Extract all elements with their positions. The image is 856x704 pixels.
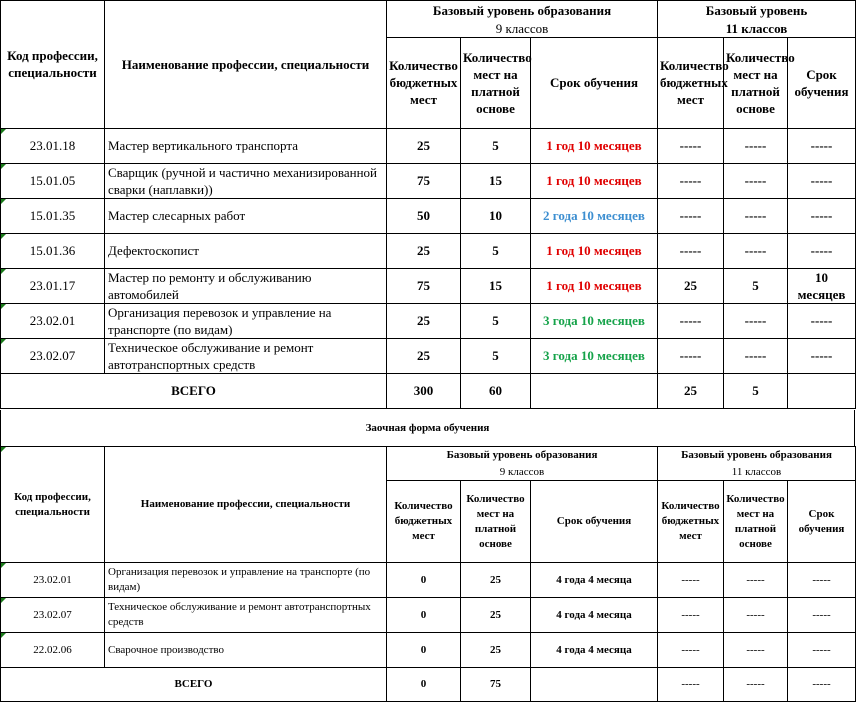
profession-code: 23.01.17 [1, 268, 105, 303]
budget-places-11: ----- [658, 338, 724, 373]
profession-code: 22.02.06 [1, 633, 105, 668]
paid-places-9: 15 [461, 163, 531, 198]
study-term-11: ----- [788, 598, 856, 633]
header-budget-9: Количество бюджетных мест [387, 481, 461, 563]
paid-places-11: ----- [724, 233, 788, 268]
table-row [1, 198, 856, 233]
profession-code: 23.02.01 [1, 563, 105, 598]
budget-places-9: 75 [387, 163, 461, 198]
header-term-11: Срок обучения [788, 37, 856, 128]
budget-places-11: ----- [658, 128, 724, 163]
total-paid-11: ----- [724, 668, 788, 702]
study-term-9: 1 год 10 месяцев [531, 268, 658, 303]
budget-places-11: 25 [658, 268, 724, 303]
study-term-11: ----- [788, 233, 856, 268]
table-row [1, 128, 856, 163]
header-base9: Базовый уровень образования [387, 1, 658, 20]
extramural-caption: Заочная форма обучения [0, 410, 855, 446]
study-term-9: 1 год 10 месяцев [531, 163, 658, 198]
header-base11-grade: 11 классов [658, 465, 856, 481]
profession-code: 23.02.01 [1, 303, 105, 338]
paid-places-9: 25 [461, 598, 531, 633]
total-row [1, 373, 856, 408]
budget-places-9: 50 [387, 198, 461, 233]
profession-name: Техническое обслуживание и ремонт автотранспортных средств [105, 598, 387, 633]
profession-name: Техническое обслуживание и ремонт автотранспортных средств [105, 338, 387, 373]
table-row [1, 303, 856, 338]
table-row [1, 163, 856, 198]
total-budget-11: 25 [658, 373, 724, 408]
paid-places-9: 10 [461, 198, 531, 233]
total-paid-9: 75 [461, 668, 531, 702]
header-term-9: Срок обучения [531, 481, 658, 563]
total-term-9 [531, 668, 658, 702]
header-code: Код профессии, специальности [1, 1, 105, 129]
profession-code: 15.01.36 [1, 233, 105, 268]
header-name: Наименование профессии, специальности [105, 1, 387, 129]
paid-places-9: 5 [461, 128, 531, 163]
budget-places-11: ----- [658, 633, 724, 668]
total-budget-11: ----- [658, 668, 724, 702]
profession-code: 15.01.35 [1, 198, 105, 233]
profession-code: 23.01.18 [1, 128, 105, 163]
paid-places-11: 5 [724, 268, 788, 303]
profession-code: 23.02.07 [1, 598, 105, 633]
study-term-11: 10 месяцев [788, 268, 856, 303]
paid-places-11: ----- [724, 198, 788, 233]
study-term-11: ----- [788, 163, 856, 198]
profession-name: Дефектоскопист [105, 233, 387, 268]
profession-name: Организация перевозок и управление на транспорте (по видам) [105, 563, 387, 598]
budget-places-9: 25 [387, 303, 461, 338]
study-term-11: ----- [788, 303, 856, 338]
header-paid-11: Количество мест на платной основе [724, 481, 788, 563]
study-term-9: 1 год 10 месяцев [531, 233, 658, 268]
total-term-11 [788, 373, 856, 408]
study-term-11: ----- [788, 338, 856, 373]
paid-places-11: ----- [724, 633, 788, 668]
paid-places-9: 15 [461, 268, 531, 303]
total-paid-11: 5 [724, 373, 788, 408]
study-term-9: 3 года 10 месяцев [531, 303, 658, 338]
paid-places-11: ----- [724, 163, 788, 198]
header-term-9: Срок обучения [531, 37, 658, 128]
budget-places-9: 0 [387, 598, 461, 633]
budget-places-11: ----- [658, 303, 724, 338]
header-base11-grade: 11 классов [658, 20, 856, 38]
budget-places-11: ----- [658, 163, 724, 198]
total-term-11: ----- [788, 668, 856, 702]
header-name: Наименование профессии, специальности [105, 447, 387, 563]
paid-places-11: ----- [724, 598, 788, 633]
paid-places-11: ----- [724, 338, 788, 373]
paid-places-9: 25 [461, 633, 531, 668]
budget-places-9: 25 [387, 338, 461, 373]
budget-places-11: ----- [658, 598, 724, 633]
total-budget-9: 0 [387, 668, 461, 702]
study-term-11: ----- [788, 198, 856, 233]
paid-places-11: ----- [724, 128, 788, 163]
study-term-9: 4 года 4 месяца [531, 633, 658, 668]
budget-places-9: 75 [387, 268, 461, 303]
header-base9: Базовый уровень образования [387, 447, 658, 465]
table-row [1, 598, 856, 633]
profession-name: Мастер слесарных работ [105, 198, 387, 233]
paid-places-9: 5 [461, 233, 531, 268]
study-term-11: ----- [788, 633, 856, 668]
total-paid-9: 60 [461, 373, 531, 408]
table-row [1, 633, 856, 668]
header-paid-11: Количество мест на платной основе [724, 37, 788, 128]
total-row [1, 668, 856, 702]
study-term-9: 4 года 4 месяца [531, 598, 658, 633]
table-row [1, 268, 856, 303]
profession-name: Организация перевозок и управление на транспорте (по видам) [105, 303, 387, 338]
header-budget-11: Количество бюджетных мест [658, 37, 724, 128]
total-budget-9: 300 [387, 373, 461, 408]
paid-places-9: 25 [461, 563, 531, 598]
study-term-9: 4 года 4 месяца [531, 563, 658, 598]
paid-places-9: 5 [461, 303, 531, 338]
table-row [1, 233, 856, 268]
header-paid-9: Количество мест на платной основе [461, 37, 531, 128]
study-term-9: 3 года 10 месяцев [531, 338, 658, 373]
study-term-9: 2 года 10 месяцев [531, 198, 658, 233]
profession-name: Сварщик (ручной и частично механизированной сварки (наплавки)) [105, 163, 387, 198]
study-term-9: 1 год 10 месяцев [531, 128, 658, 163]
profession-name: Мастер по ремонту и обслуживанию автомобилей [105, 268, 387, 303]
header-base9-grade: 9 классов [387, 20, 658, 38]
budget-places-11: ----- [658, 233, 724, 268]
budget-places-9: 0 [387, 633, 461, 668]
paid-places-11: ----- [724, 563, 788, 598]
extramural-table [0, 446, 856, 702]
header-term-11: Срок обучения [788, 481, 856, 563]
budget-places-9: 25 [387, 233, 461, 268]
study-term-11: ----- [788, 563, 856, 598]
table-row [1, 563, 856, 598]
profession-code: 15.01.05 [1, 163, 105, 198]
profession-name: Мастер вертикального транспорта [105, 128, 387, 163]
budget-places-11: ----- [658, 198, 724, 233]
header-paid-9: Количество мест на платной основе [461, 481, 531, 563]
budget-places-11: ----- [658, 563, 724, 598]
budget-places-9: 25 [387, 128, 461, 163]
paid-places-9: 5 [461, 338, 531, 373]
profession-name: Сварочное производство [105, 633, 387, 668]
total-label: ВСЕГО [1, 668, 387, 702]
header-base9-grade: 9 классов [387, 465, 658, 481]
study-term-11: ----- [788, 128, 856, 163]
total-label: ВСЕГО [1, 373, 387, 408]
header-budget-9: Количество бюджетных мест [387, 37, 461, 128]
header-budget-11: Количество бюджетных мест [658, 481, 724, 563]
header-base11: Базовый уровень [658, 1, 856, 20]
budget-places-9: 0 [387, 563, 461, 598]
header-code: Код профессии, специальности [1, 447, 105, 563]
profession-code: 23.02.07 [1, 338, 105, 373]
header-base11: Базовый уровень образования [658, 447, 856, 465]
paid-places-11: ----- [724, 303, 788, 338]
total-term-9 [531, 373, 658, 408]
table-row [1, 338, 856, 373]
